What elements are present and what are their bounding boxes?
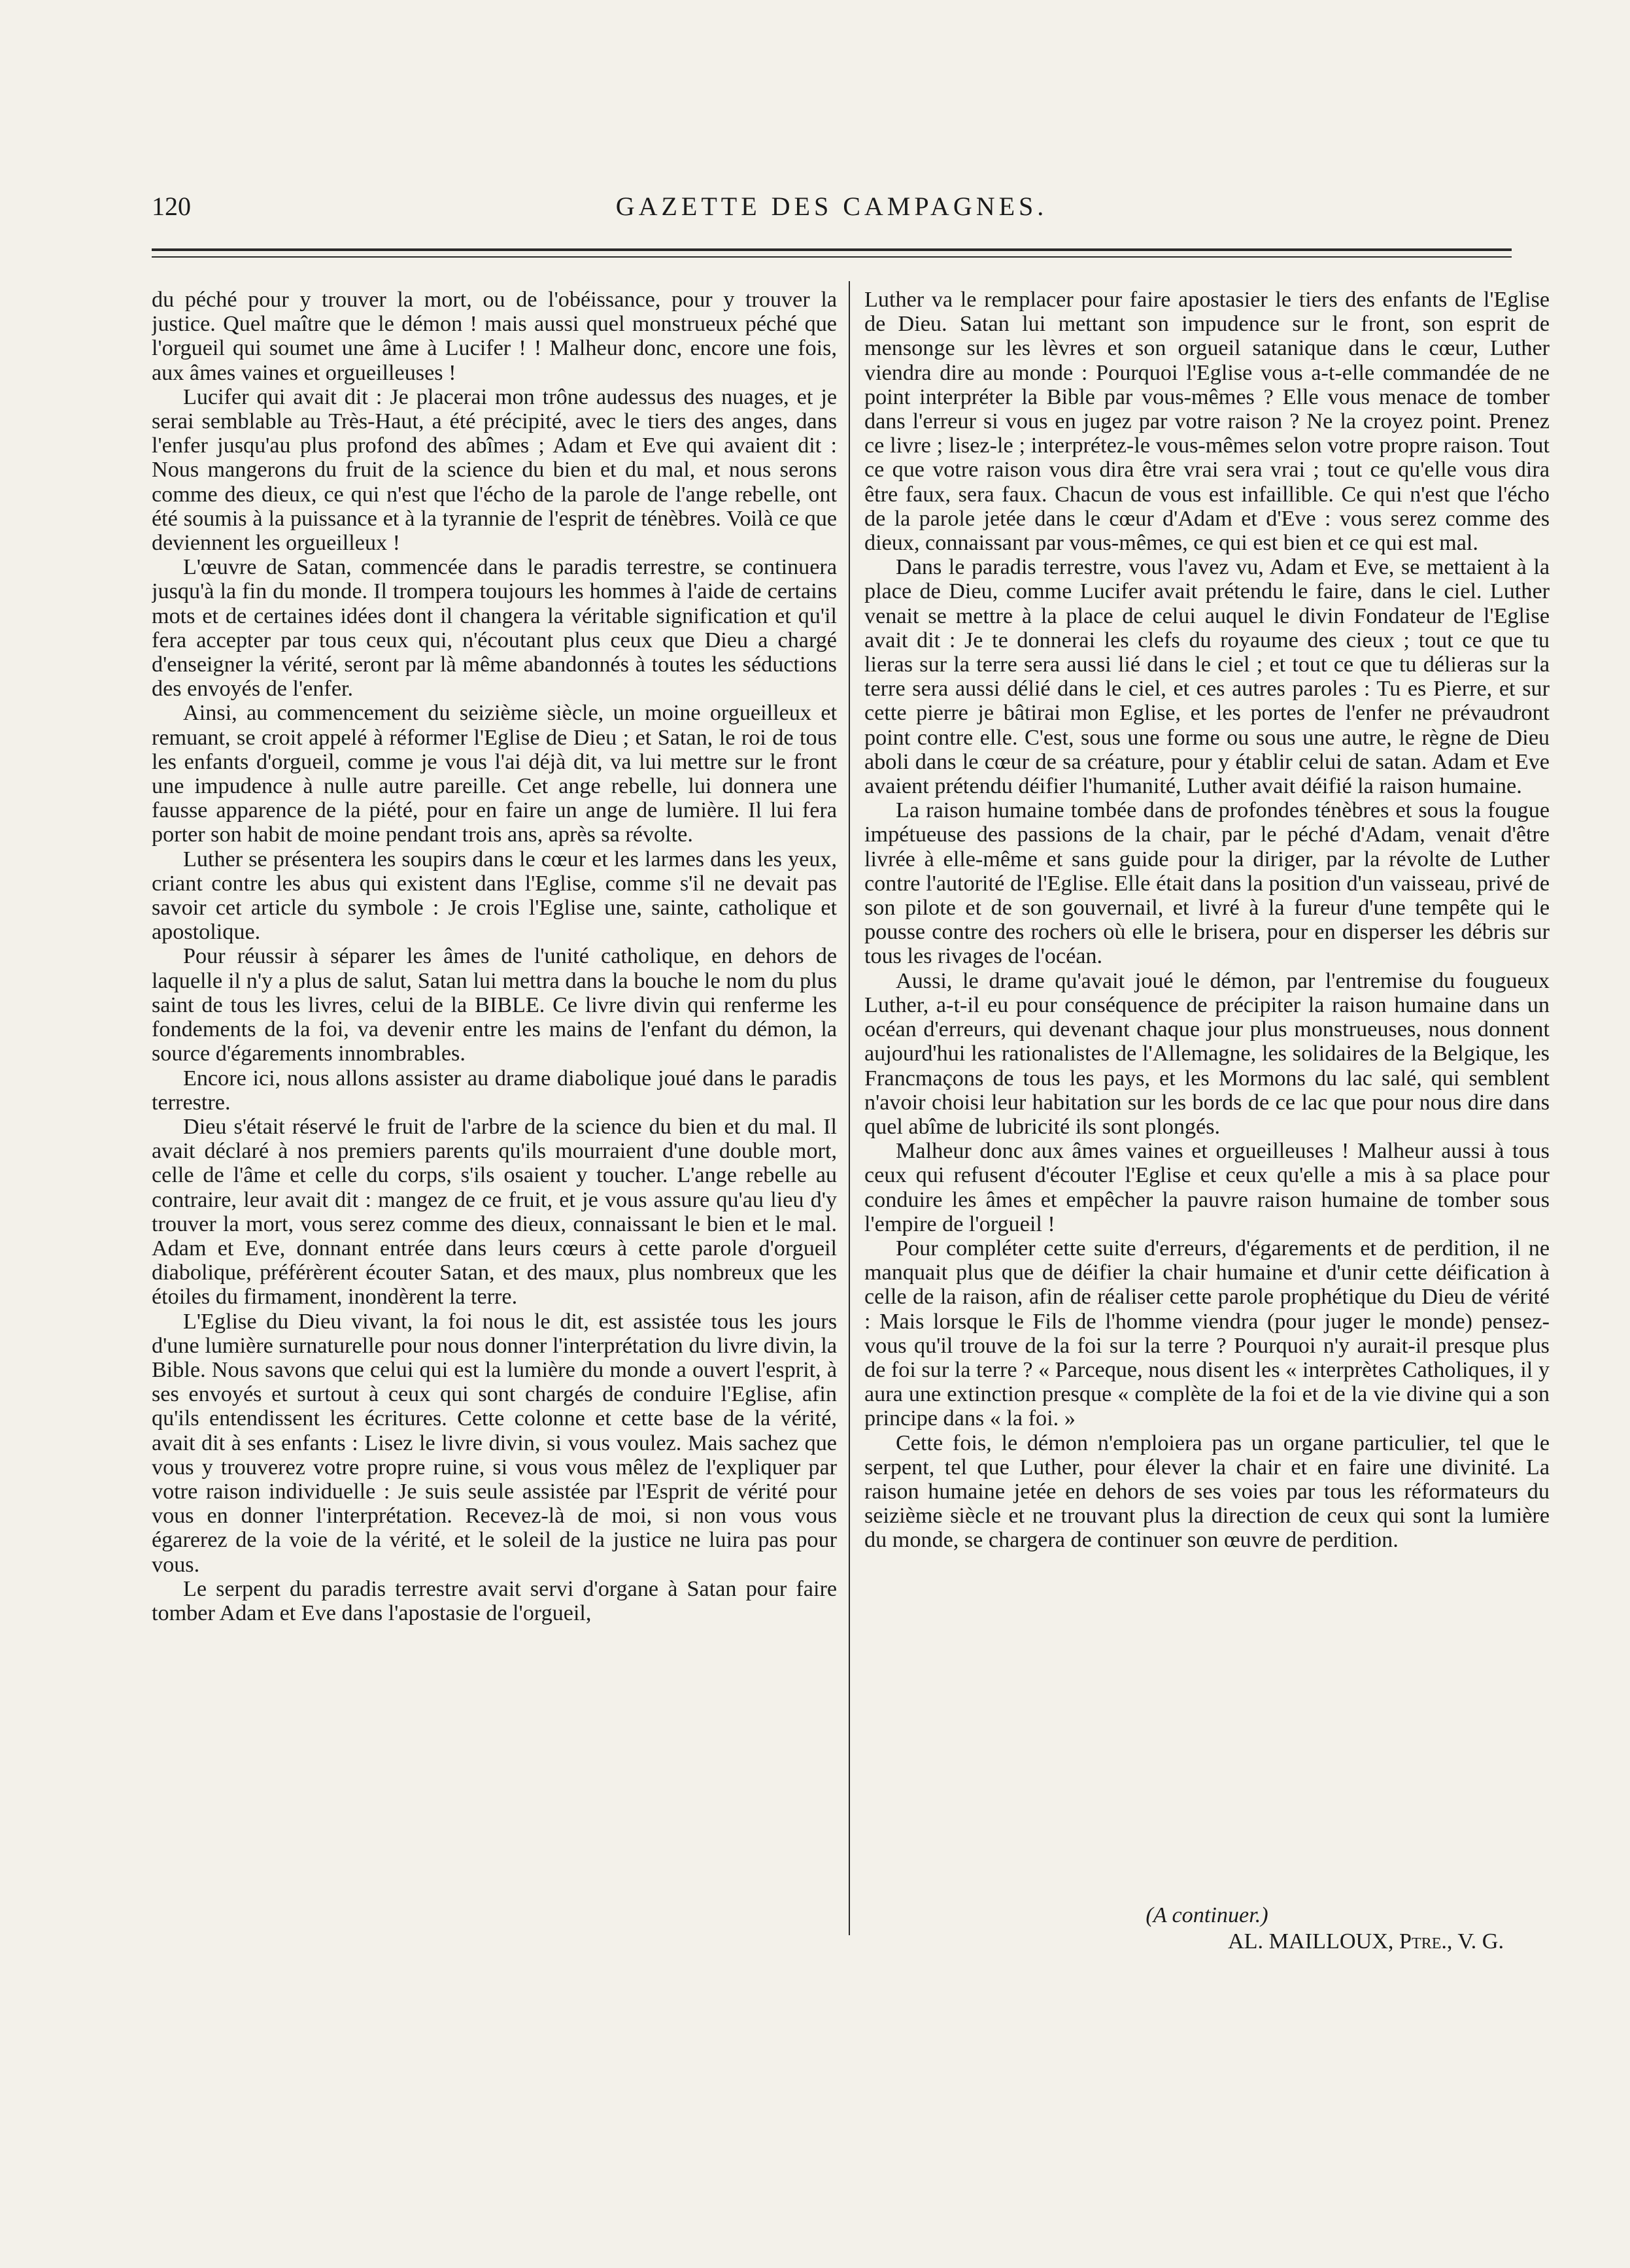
paragraph: Dieu s'était réservé le fruit de l'arbre de la science du bien et du mal. Il avait déclaré à nos premiers parents qu'ils mourraient d'une double mort, celle de l'âme et celle du corps, s'ils osaient y toucher. L'ange rebelle au contraire, leur avait dit : mangez de ce fruit, et je vous assure qu'au lieu d'y trouver la mort, vous serez comme des dieux, connaissant le bien et le mal. Adam et Eve, donnant entrée dans leurs cœurs à cette parole d'orgueil diabolique, préférèrent écouter Satan, et des maux, plus nombreux que les étoiles du firmament, inondèrent la terre. bbox=[152, 1114, 837, 1310]
paragraph: Dans le paradis terrestre, vous l'avez vu, Adam et Eve, se mettaient à la place de Dieu, comme Lucifer avait prétendu le faire, dans le ciel. Luther venait se mettre à la place de celui auquel le divin Fondateur de l'Eglise avait dit : Je te donnerai les clefs du royaume des cieux ; tout ce que tu lieras sur la terre sera aussi lié dans le ciel ; et tout ce que tu délieras sur la terre sera aussi délié dans le ciel, et ces autres paroles : Tu es Pierre, et sur cette pierre je bâtirai mon Eglise, et les portes de l'enfer ne prévaudront point contre elle. C'est, sous une forme ou sous une autre, le règne de Dieu aboli dans le cœur de sa créature, pour y établir celui de satan. Adam et Eve avaient prétendu déifier l'humanité, Luther avait déifié la raison humaine. bbox=[864, 555, 1550, 799]
running-title: GAZETTE DES CAMPAGNES. bbox=[615, 192, 1048, 221]
paragraph: Lucifer qui avait dit : Je placerai mon trône audessus des nuages, et je serai semblable au Très-Haut, a été précipité, avec le tiers des anges, dans l'enfer jusqu'au plus profond des abîmes ; Adam et Eve qui avaient dit : Nous mangerons du fruit de la science du bien et du mal, et nous serons comme des dieux, ce qui n'est que l'écho de la parole de l'ange rebelle, ont été soumis à la puissance et à la tyrannie de l'esprit de ténèbres. Voilà ce que deviennent les orgueilleux ! bbox=[152, 384, 837, 556]
paragraph: Pour réussir à séparer les âmes de l'unité catholique, en dehors de laquelle il n'y a plus de salut, Satan lui mettra dans la bouche le nom du plus saint de tous les livres, celui de la BIBLE. Ce livre divin qui renferme les fondements de la foi, va devenir entre les mains de l'enfant du démon, la source d'égarements innombrables. bbox=[152, 944, 837, 1066]
paragraph: Aussi, le drame qu'avait joué le démon, par l'entremise du fougueux Luther, a-t-il eu pour conséquence de précipiter la raison humaine dans un océan d'erreurs, qui devenant chaque jour plus monstrueuses, nous donnent aujourd'hui les rationalistes de l'Allemagne, les solidaires de la Belgique, les Francmaçons de tous les pays, et les Mormons du lac salé, qui semblent n'avoir choisi leur habitation sur les bords de ce lac que pour nous dire dans quel abîme de lubricité ils sont plongés. bbox=[864, 968, 1550, 1139]
paragraph: Pour compléter cette suite d'erreurs, d'égarements et de perdition, il ne manquait plus que de déifier la chair humaine et d'unir cette déification à celle de la raison, afin de réaliser cette parole prophétique du Dieu de vérité : Mais lorsque le Fils de l'homme viendra (pour juger le monde) pensez-vous qu'il trouve de la foi sur la terre ? Pourquoi n'y aurait-il presque plus de foi sur la terre ? « Parceque, nous disent les « interprètes Catholiques, il y aura une extinction presque « complète de la foi et de la vie divine qui a son principe dans « la foi. » bbox=[864, 1236, 1550, 1431]
right-column bbox=[864, 288, 1550, 1896]
paragraph: Luther se présentera les soupirs dans le cœur et les larmes dans les yeux, criant contre les abus qui existent dans l'Eglise, comme s'il ne devait pas savoir cet article du symbole : Je crois l'Eglise une, sainte, catholique et apostolique. bbox=[152, 847, 837, 945]
author-signature: AL. MAILLOUX, Ptre., V. G. bbox=[1227, 1929, 1504, 1954]
signoff bbox=[864, 1903, 1550, 1955]
left-column bbox=[152, 288, 837, 1896]
paragraph: L'œuvre de Satan, commencée dans le paradis terrestre, se continuera jusqu'à la fin du monde. Il trompera toujours les hommes à l'aide de certains mots et de certaines idées dont il changera la véritable signification et qu'il fera accepter par tous ceux qui, n'écoutant plus ceux que Dieu a chargé d'enseigner la vérité, seront par là même abandonnés à toutes les séductions des envoyés de l'enfer. bbox=[152, 555, 837, 702]
paragraph: Encore ici, nous allons assister au drame diabolique joué dans le paradis terrestre. bbox=[152, 1066, 837, 1115]
paragraph: L'Eglise du Dieu vivant, la foi nous le dit, est assistée tous les jours d'une lumière surnaturelle pour nous donner l'interprétation du livre divin, la Bible. Nous savons que celui qui est la lumière du monde a ouvert l'esprit, à ses envoyés et surtout à ceux qui sont chargés de conduire l'Eglise, afin qu'ils entendissent les écritures. Cette colonne et cette base de la vérité, avait dit à ses enfants : Lisez le livre divin, si vous voulez. Mais sachez que vous y trouverez votre propre ruine, si vous vous mêlez de l'expliquer par votre raison individuelle : Je suis seule assistée par l'Esprit de vérité pour vous en donner l'interprétation. Recevez-là de moi, si non vous vous égarerez de la voie de la vérité, et le soleil de la justice ne luira pas pour vous. bbox=[152, 1309, 837, 1577]
column-divider bbox=[849, 281, 850, 1935]
paragraph: La raison humaine tombée dans de profondes ténèbres et sous la fougue impétueuse des passions de la chair, par le péché d'Adam, venait d'être livrée à elle-même et sans guide pour la diriger, par la révolte de Luther contre l'autorité de l'Eglise. Elle était dans la position d'un vaisseau, privé de son pilote et de son gouvernail, et livré à la fureur d'une tempête qui le pousse contre des rochers où elle le brisera, pour en disperser les débris sur tous les rivages de l'océan. bbox=[864, 798, 1550, 969]
header-rule-thin bbox=[152, 256, 1512, 258]
page-number: 120 bbox=[152, 192, 191, 221]
paragraph: Le serpent du paradis terrestre avait servi d'organe à Satan pour faire tomber Adam et Eve dans l'apostasie de l'orgueil, bbox=[152, 1576, 837, 1625]
page-header bbox=[152, 191, 1512, 230]
paragraph: Ainsi, au commencement du seizième siècle, un moine orgueilleux et remuant, se croit appelé à réformer l'Eglise de Dieu ; et Satan, le roi de tous les enfants d'orgueil, comme je vous l'ai déjà dit, va lui mettre sur le front une impudence à nulle autre pareille. Cet ange rebelle, lui donnera une fausse apparence de la piété, pour en faire un ange de lumière. Il lui fera porter son habit de moine pendant trois ans, après sa révolte. bbox=[152, 701, 837, 847]
paragraph: du péché pour y trouver la mort, ou de l'obéissance, pour y trouver la justice. Quel maître que le démon ! mais aussi quel monstrueux péché que l'orgueil qui soumet une âme à Lucifer ! ! Malheur donc, encore une fois, aux âmes vaines et orgueilleuses ! bbox=[152, 288, 837, 385]
paragraph: Cette fois, le démon n'emploiera pas un organe particulier, tel que le serpent, tel que Luther, pour élever la chair et en faire une divinité. La raison humaine jetée en dehors de ses voies par tous les réformateurs du seizième siècle et ne trouvant plus la direction de ceux qui sont la lumière du monde, se chargera de continuer son œuvre de perdition. bbox=[864, 1430, 1550, 1553]
header-rule bbox=[152, 248, 1512, 251]
to-be-continued: (A continuer.) bbox=[1146, 1903, 1268, 1927]
paragraph: Luther va le remplacer pour faire apostasier le tiers des enfants de l'Eglise de Dieu. Satan lui mettant son impudence sur le front, son esprit de mensonge sur les lèvres et son orgueil satanique dans le cœur, Luther viendra dire au monde : Pourquoi l'Eglise vous a-t-elle commandée de ne point interpréter la Bible par vous-mêmes ? Elle vous menace de tomber dans l'erreur si vous en jugez par votre raison ? Ne la croyez point. Prenez ce livre ; lisez-le ; interprétez-le vous-mêmes selon votre propre raison. Tout ce que votre raison vous dira être vrai sera vrai ; tout ce qu'elle vous dira être faux, sera faux. Chacun de vous est infaillible. Ce qui n'est que l'écho de la parole jetée dans le cœur d'Adam et d'Eve : vous serez comme des dieux, connaissant par vous-mêmes, ce qui est bien et ce qui est mal. bbox=[864, 288, 1550, 556]
paragraph: Malheur donc aux âmes vaines et orgueilleuses ! Malheur aussi à tous ceux qui refusent d'écouter l'Eglise et ceux qu'elle a mis à sa place pour conduire les âmes et empêcher la pauvre raison humaine de tomber sous l'empire de l'orgueil ! bbox=[864, 1139, 1550, 1236]
